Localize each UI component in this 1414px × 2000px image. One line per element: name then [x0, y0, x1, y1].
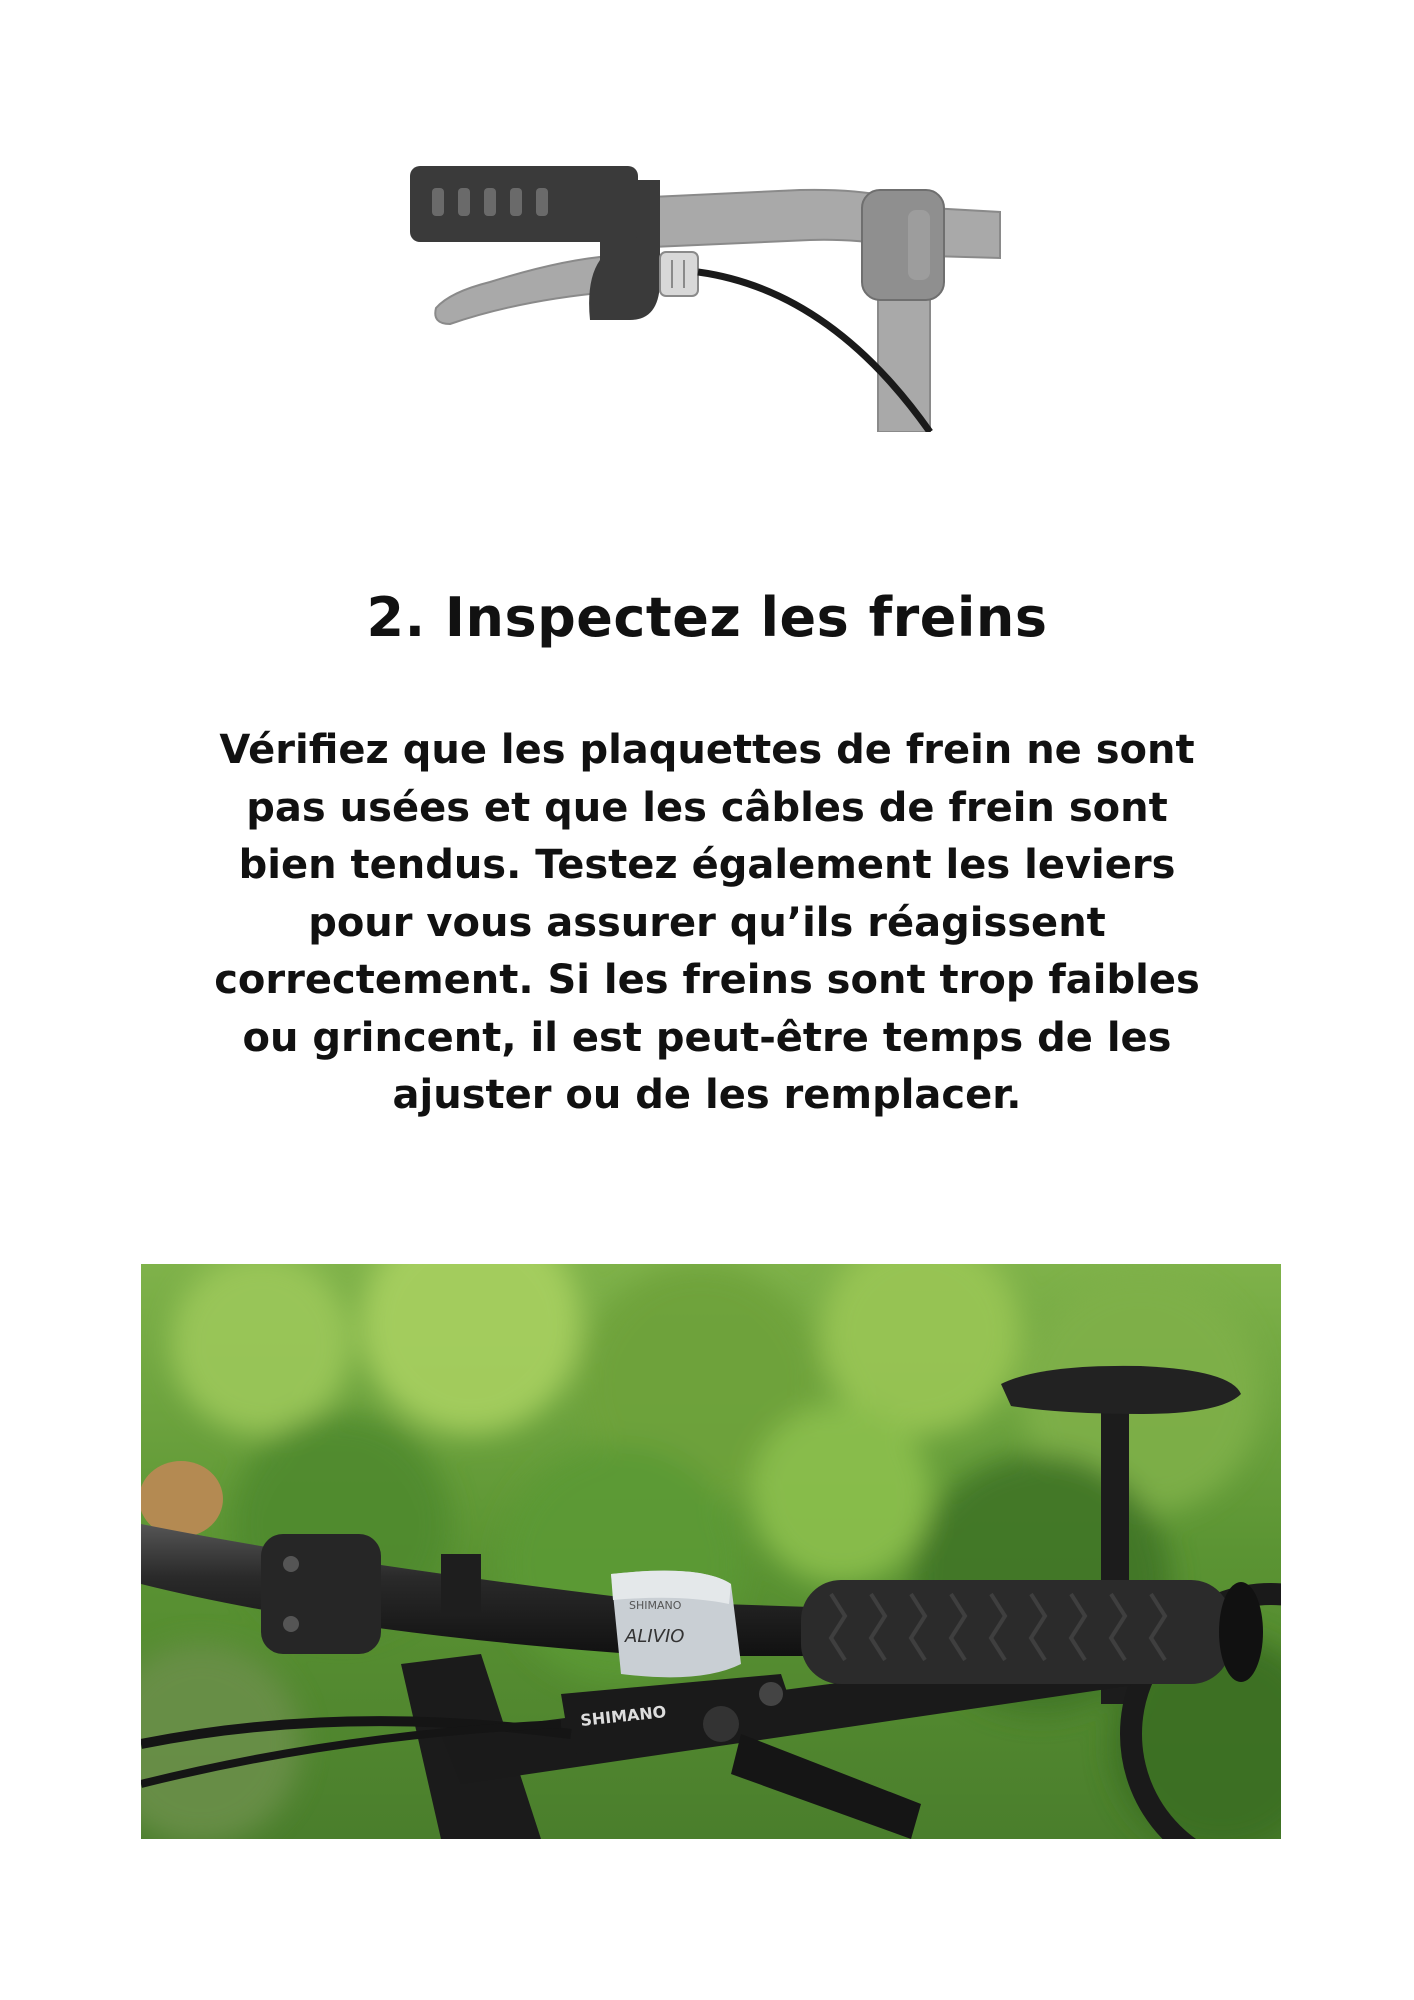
lever-brand-text: SHIMANO [579, 1702, 668, 1730]
bike-handlebar-photo [141, 1264, 1281, 1839]
shifter-model-text: ALIVIO [625, 1626, 685, 1647]
shifter-brand-text: SHIMANO [629, 1599, 682, 1612]
brake-lever-illustration [410, 160, 1010, 432]
section-body: Vérifiez que les plaquettes de frein ne sont pas usées et que les câbles de frein sont bien tendus. Testez également les leviers pour vous assurer qu’ils réagissent correctement. Si les freins sont trop faibles ou grincent, il est peut-être temps de les ajuster ou de les remplacer. [214, 727, 1200, 1118]
section-heading: 2. Inspectez les freins [366, 586, 1048, 649]
